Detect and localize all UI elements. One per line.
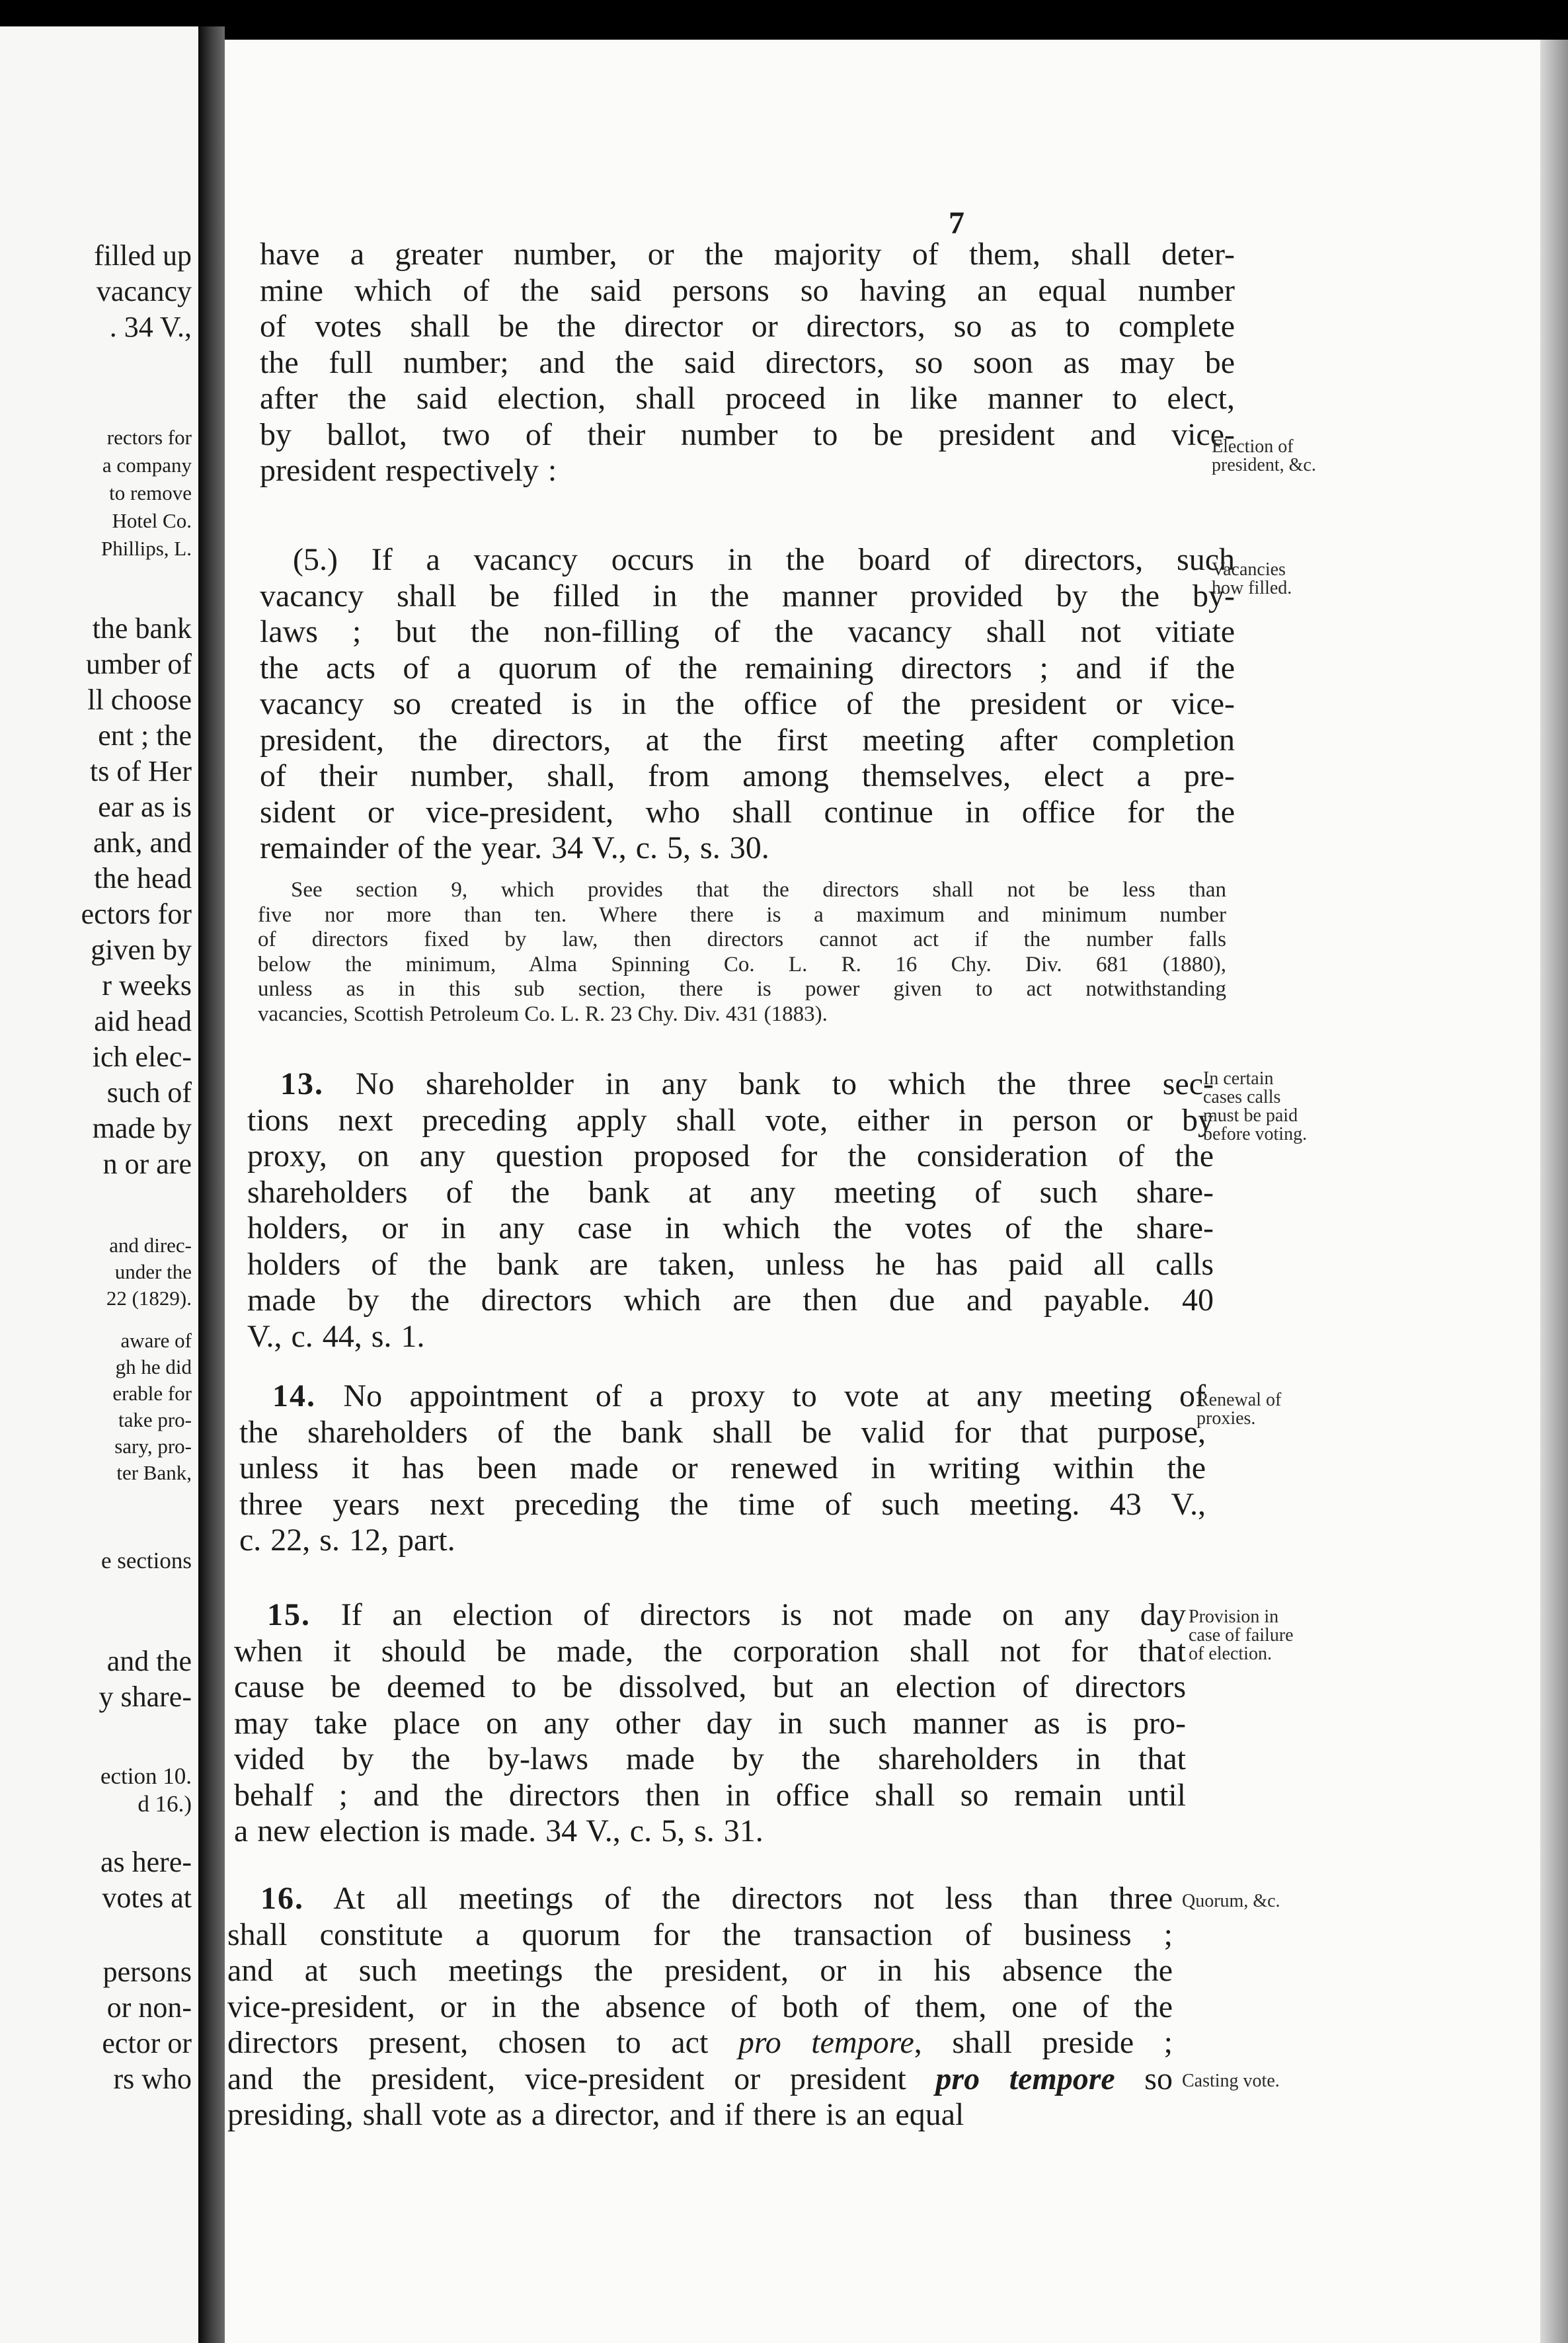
left-page-line: ection 10. bbox=[100, 1763, 192, 1789]
left-page-line: ts of Her bbox=[90, 755, 192, 787]
left-page-line: ear as is bbox=[98, 791, 192, 823]
left-page-line: ank, and bbox=[93, 826, 192, 859]
section-number: 13. bbox=[280, 1066, 324, 1101]
left-page-line: the head bbox=[94, 862, 192, 894]
section-16: 16. At all meetings of the directors not less than three shall constitute a quorum for the transaction of business ; and at such meetings the president, or in his absence the vice-president, or in the absence of both of them, one of the directors present, chosen to act pro tempore, shall preside ; and the president, vice-president or president pro tempore so presiding, shall vote as a director, and if there is an equal bbox=[227, 1881, 1173, 2132]
left-page-line: votes at bbox=[102, 1882, 192, 1914]
left-page-line: as here- bbox=[100, 1846, 192, 1878]
left-page-line: ent ; the bbox=[98, 719, 192, 752]
margin-note-calls: In certain cases calls must be paid before voting. bbox=[1203, 1068, 1308, 1144]
page-number: 7 bbox=[949, 206, 964, 241]
left-page-line: under the bbox=[114, 1260, 192, 1283]
margin-note-failure: Provision in case of failure of election. bbox=[1189, 1607, 1294, 1664]
left-page-line: made by bbox=[92, 1112, 192, 1144]
left-page-line: d 16.) bbox=[137, 1791, 192, 1817]
left-page-line: gh he did bbox=[115, 1355, 192, 1378]
left-page-line: aid head bbox=[94, 1005, 192, 1037]
left-page-line: 22 (1829). bbox=[106, 1287, 192, 1310]
margin-note-election: Election of president, &c. bbox=[1212, 436, 1316, 475]
left-page-line: Hotel Co. bbox=[112, 509, 192, 532]
left-page-line: ich elec- bbox=[92, 1041, 192, 1073]
main-page bbox=[225, 40, 1540, 2343]
left-page-line: sary, pro- bbox=[114, 1435, 192, 1458]
left-page-line: rs who bbox=[113, 2063, 192, 2095]
left-page-line: persons bbox=[102, 1956, 192, 1988]
left-page-line: ectors for bbox=[81, 898, 192, 930]
section-15: 15. If an election of directors is not made on any day when it should be made, the corporation shall not for that cause be deemed to be dissolved, but an election of directors may take place on any other day in such manner as is pro- vided by the by-laws made by the shareholders in that behalf ; and the directors then in office shall so remain until a new election is made. 34 V., c. 5, s. 31. bbox=[234, 1597, 1187, 1848]
left-page-line: given by bbox=[91, 933, 192, 966]
left-page-line: y share- bbox=[98, 1681, 192, 1713]
left-page-line: r weeks bbox=[102, 969, 192, 1002]
paragraph-continued: have a greater number, or the majority of them, shall deter- mine which of the said persons so having an equal number of votes shall be the director or directors, so as to complete the full number; and the said directors, so soon as may be after the said election, shall proceed in like manner to elect, by ballot, two of their number to be president and vice- president respectively : bbox=[260, 237, 1235, 488]
left-page-line: and the bbox=[106, 1645, 192, 1677]
left-page-line: such of bbox=[106, 1076, 192, 1109]
section-number: 15. bbox=[267, 1597, 311, 1632]
footnote-section-9: See section 9, which provides that the directors shall not be less than five nor more than ten. Where there is a maximum and minimum number of directors fixed by law, then directors cannot act if the number falls below the minimum, Alma Spinning Co. L. R. 16 Chy. Div. 681 (1880), unless as in this sub section, there is power given to act notwithstanding vacancies, Scottish Petroleum Co. L. R. 23 Chy. Div. 431 (1883). bbox=[258, 878, 1226, 1026]
book-binding bbox=[198, 26, 225, 2343]
left-page-line: n or are bbox=[102, 1148, 192, 1180]
left-page-line: aware of bbox=[120, 1329, 192, 1352]
left-page-line: filled up bbox=[94, 239, 192, 272]
left-page-line: . 34 V., bbox=[109, 311, 192, 343]
left-page-line: e sections bbox=[100, 1548, 192, 1573]
left-facing-page bbox=[0, 26, 198, 2343]
left-page-line: and direc- bbox=[109, 1234, 192, 1257]
left-page-line: the bank bbox=[92, 612, 192, 645]
left-page-line: take pro- bbox=[118, 1408, 192, 1431]
page-edge-shadow bbox=[1540, 40, 1568, 2343]
left-page-line: ector or bbox=[102, 2027, 192, 2059]
left-page-line: Phillips, L. bbox=[101, 537, 192, 560]
section-13: 13. No shareholder in any bank to which the three sec- tions next preceding apply shall vote, either in person or by proxy, on any question proposed for the consideration of the shareholders of the bank at any meeting of such share- holders, or in any case in which the votes of the share- holders of the bank are taken, unless he has paid all calls made by the directors which are then due and payable. 40 V., c. 44, s. 1. bbox=[247, 1066, 1214, 1354]
left-page-line: erable for bbox=[112, 1382, 192, 1405]
left-page-line: ter Bank, bbox=[116, 1461, 192, 1484]
margin-note-quorum: Quorum, &c. bbox=[1182, 1891, 1280, 1911]
left-page-line: umber of bbox=[85, 648, 192, 680]
section-number: 16. bbox=[260, 1881, 304, 1916]
section-14: 14. No appointment of a proxy to vote at any meeting of the shareholders of the bank shall be valid for that purpose, unless it has been made or renewed in writing within the three years next preceding the time of such meeting. 43 V., c. 22, s. 12, part. bbox=[239, 1378, 1206, 1558]
section-number: 14. bbox=[272, 1378, 316, 1413]
margin-note-vacancies: Vacancies how filled. bbox=[1212, 559, 1292, 598]
left-page-line: or non- bbox=[106, 1991, 192, 2024]
margin-note-proxies: Renewal of proxies. bbox=[1196, 1390, 1282, 1429]
left-page-line: vacancy bbox=[96, 275, 192, 307]
left-page-line: rectors for bbox=[106, 426, 192, 449]
left-page-line: to remove bbox=[109, 481, 192, 504]
left-page-line: ll choose bbox=[87, 684, 192, 716]
left-page-line: a company bbox=[102, 454, 192, 477]
margin-note-casting: Casting vote. bbox=[1182, 2071, 1280, 2091]
paragraph-vacancy: (5.) If a vacancy occurs in the board of directors, such vacancy shall be filled in the manner provided by the by- laws ; but the non-filling of the vacancy shall not vitiate the acts of a quorum of the remaining directors ; and if the vacancy so created is in the office of the president or vice- president, the directors, at the first meeting after completion of their number, shall, from among themselves, elect a pre- sident or vice-president, who shall continue in office for the remainder of the year. 34 V., c. 5, s. 30. bbox=[260, 542, 1235, 865]
